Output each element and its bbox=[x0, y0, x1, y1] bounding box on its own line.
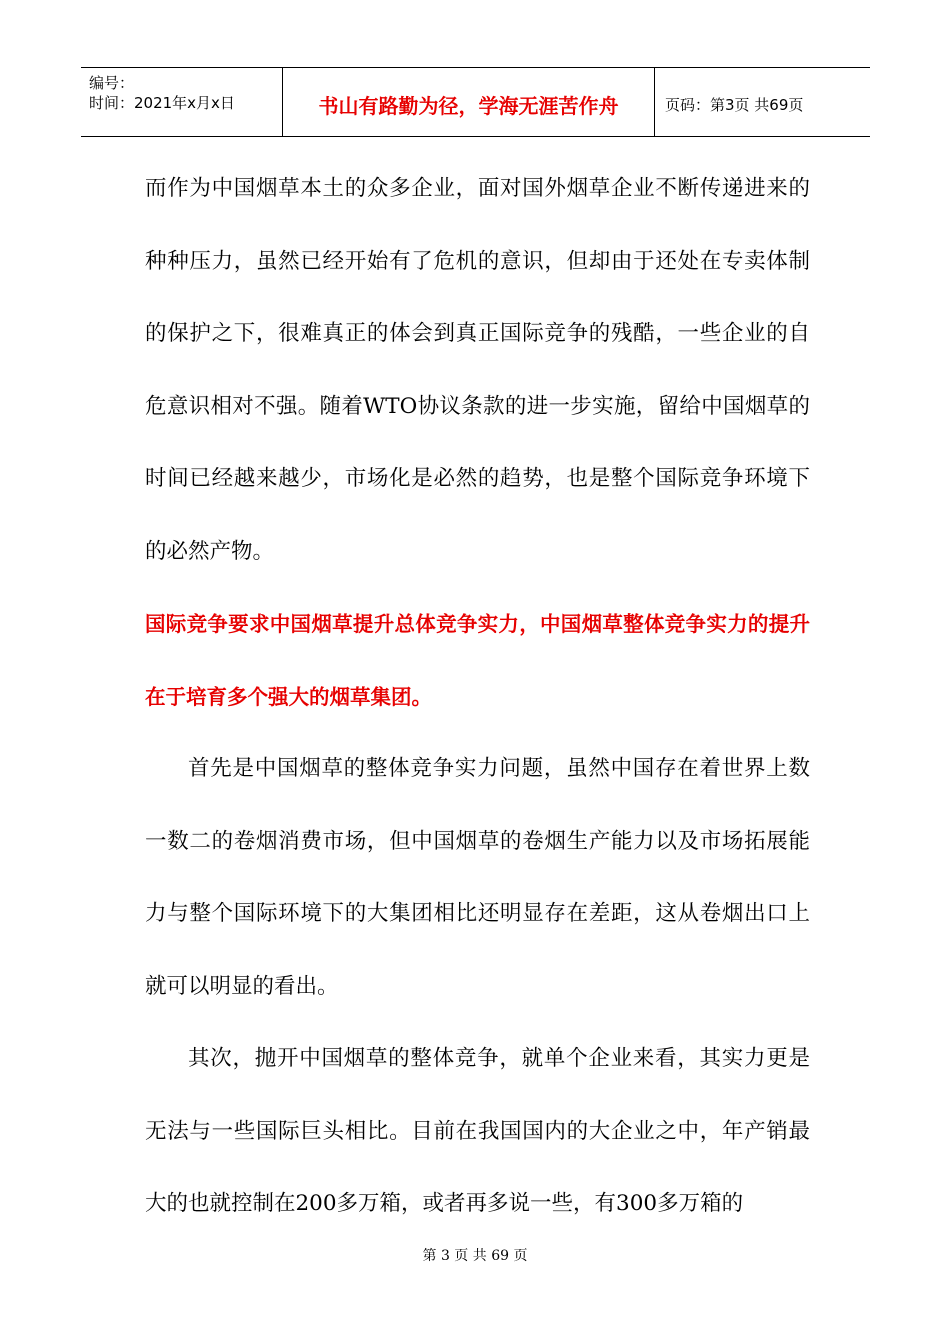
section-heading: 国际竞争要求中国烟草提升总体竞争实力，中国烟草整体竞争实力的提升在于培育多个强大的烟草集团。 bbox=[145, 612, 810, 709]
page-header bbox=[81, 67, 870, 137]
document-body bbox=[145, 153, 810, 1241]
header-meta bbox=[81, 68, 283, 136]
header-page-indicator: 页码：第3页 共69页 bbox=[665, 95, 804, 114]
page-footer: 第 3 页 共 69 页 bbox=[422, 1248, 528, 1264]
document-date-label: 时间：2021年x月x日 bbox=[89, 94, 235, 112]
document-number-label: 编号： bbox=[89, 74, 135, 92]
paragraph-2: 首先是中国烟草的整体竞争实力问题，虽然中国存在着世界上数一数二的卷烟消费市场，但中国烟草的卷烟生产能力以及市场拓展能力与整个国际环境下的大集团相比还明显存在差距，这从卷烟出口上就可以明显的看出。 bbox=[145, 756, 810, 999]
paragraph-3: 其次，抛开中国烟草的整体竞争，就单个企业来看，其实力更是无法与一些国际巨头相比。目前在我国国内的大企业之中，年产销最大的也就控制在200多万箱，或者再多说一些，有300多万箱的 bbox=[145, 1046, 810, 1216]
header-motto: 书山有路勤为径，学海无涯苦作舟 bbox=[283, 68, 655, 136]
paragraph-1: 而作为中国烟草本土的众多企业，面对国外烟草企业不断传递进来的种种压力，虽然已经开始有了危机的意识，但却由于还处在专卖体制的保护之下，很难真正的体会到真正国际竞争的残酷，一些企业的自危意识相对不强。随着WTO协议条款的进一步实施，留给中国烟草的时间已经越来越少，市场化是必然的趋势，也是整个国际竞争环境下的必然产物。 bbox=[145, 176, 810, 564]
